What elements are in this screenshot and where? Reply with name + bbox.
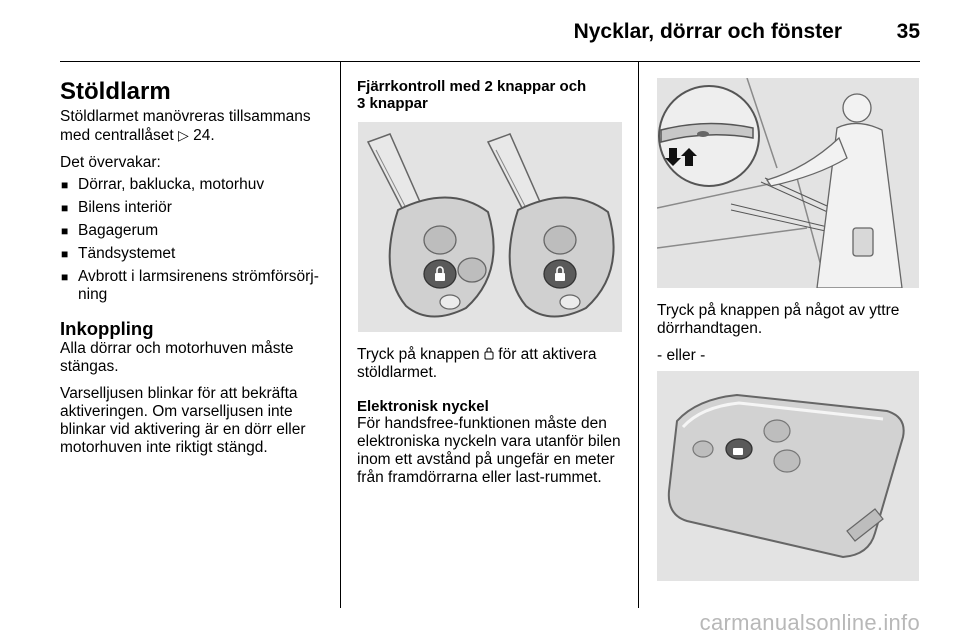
remote-keys-illustration <box>358 122 622 332</box>
intro-reference: 24. <box>193 127 215 144</box>
list-item: ■ Bilens interiör <box>60 199 328 217</box>
door-handle-figure <box>657 78 919 288</box>
paragraph: Tryck på knappen på något av yttre dörrhandtagen. <box>657 302 900 337</box>
activate-paragraph <box>357 346 625 382</box>
list-item: ■ Avbrott i larmsirenens strömförsörj-ning <box>60 268 328 304</box>
activate-text-after: för att aktivera stöldlarmet. <box>357 346 597 381</box>
monitored-list <box>60 176 328 304</box>
page-header <box>0 0 960 62</box>
paragraph: Varselljusen blinkar för att bekräfta aktiveringen. Om varselljusen inte blinkar vid aktivering är en dörr eller motorhuven inte riktigt stängd. <box>60 385 306 456</box>
section-title: Stöldlarm <box>60 78 171 105</box>
intro-text: Stöldlarmet manövreras tillsammans med centrallåset <box>60 108 311 144</box>
electronic-key-paragraph: För handsfree-funktionen måste den elektroniska nyckeln vara utanför bilen inom ett avstånd på ungefär en meter från framdörrarna eller last-rummet. <box>357 415 621 486</box>
figure-heading: Fjärrkontroll med 2 knappar och 3 knappar <box>357 78 587 112</box>
subsection-title: Inkoppling <box>60 318 154 339</box>
list-item: ■ Dörrar, baklucka, motorhuv <box>60 176 328 194</box>
monitors-label: Det övervakar: <box>60 154 161 171</box>
list-item: ■ Bagagerum <box>60 222 328 240</box>
column-2 <box>357 78 625 112</box>
list-item: ■ Tändsystemet <box>60 245 328 263</box>
page-number: 35 <box>896 20 920 43</box>
electronic-key-heading: Elektronisk nyckel <box>357 398 489 415</box>
column-3-text <box>657 302 925 374</box>
remote-keys-figure <box>358 122 622 332</box>
header-title: Nycklar, dörrar och fönster <box>573 20 842 43</box>
paragraph: Alla dörrar och motorhuven måste stängas. <box>60 340 294 375</box>
intro-paragraph <box>60 108 328 145</box>
paragraph: - eller - <box>657 347 706 364</box>
watermark: carmanualsonline.info <box>699 610 920 635</box>
header-divider <box>60 61 920 62</box>
activate-text-before: Tryck på knappen <box>357 346 480 363</box>
column-2-text <box>357 346 625 496</box>
door-handle-illustration <box>657 78 919 288</box>
key-card-illustration <box>657 371 919 581</box>
column-1 <box>60 78 328 466</box>
page-reference-icon: ▷ <box>178 127 189 143</box>
column-divider-1 <box>340 62 341 608</box>
column-divider-2 <box>638 62 639 608</box>
key-card-figure <box>657 371 919 581</box>
lock-button-icon <box>484 347 494 360</box>
